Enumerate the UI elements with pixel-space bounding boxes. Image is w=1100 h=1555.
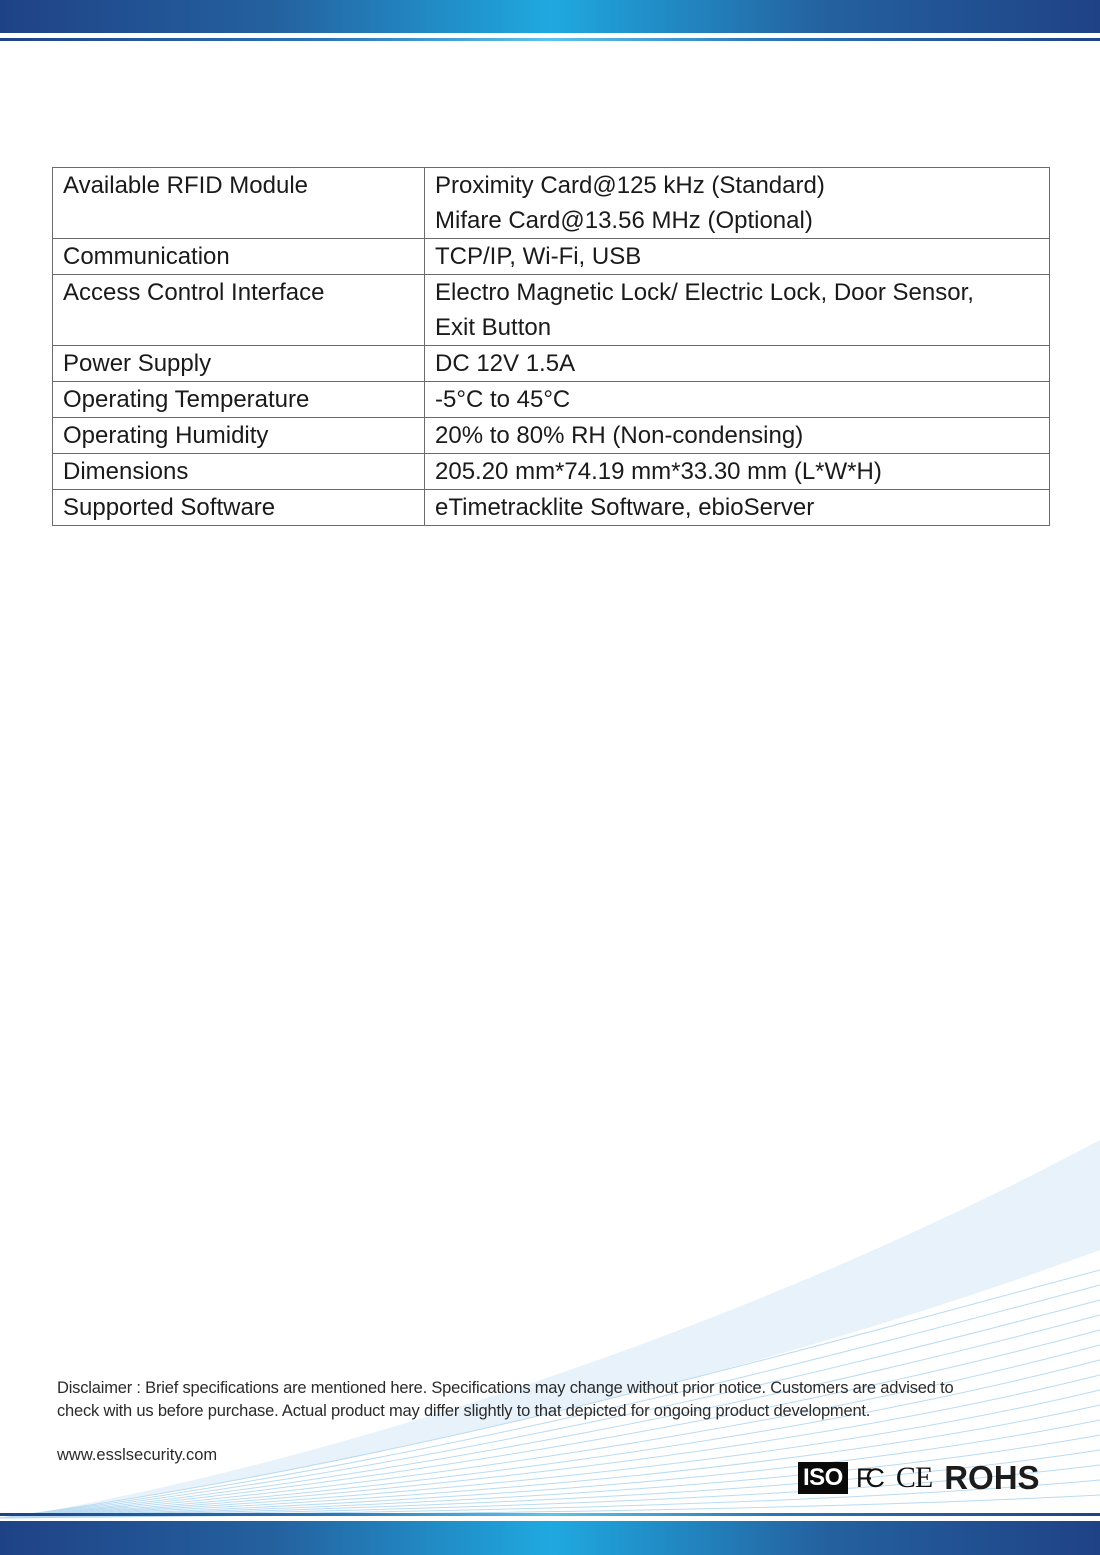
spec-value-line: Electro Magnetic Lock/ Electric Lock, Door Sensor, [435,279,974,306]
spec-value-line: 205.20 mm*74.19 mm*33.30 mm (L*W*H) [435,458,882,485]
spec-value [425,418,1050,454]
fcc-logo-icon: FC [855,1462,878,1493]
table-row [53,239,1050,275]
table-row [53,168,1050,239]
spec-value-line: Mifare Card@13.56 MHz (Optional) [435,207,813,234]
spec-label: Supported Software [53,490,425,526]
spec-value [425,346,1050,382]
spec-value [425,168,1050,239]
table-row [53,275,1050,346]
footer-gradient-band [0,1521,1100,1555]
spec-value [425,275,1050,346]
spec-value-line: DC 12V 1.5A [435,350,576,377]
spec-value-line: 20% to 80% RH (Non-condensing) [435,422,804,449]
spec-value-line: -5°C to 45°C [435,386,571,413]
table-row [53,454,1050,490]
table-row [53,490,1050,526]
table-row [53,346,1050,382]
spec-value-line: TCP/IP, Wi-Fi, USB [435,243,642,270]
ce-logo-icon: CE [895,1461,933,1494]
certification-logos [798,1460,1040,1496]
table-row [53,382,1050,418]
spec-label: Access Control Interface [53,275,425,346]
disclaimer-text [57,1377,1057,1423]
spec-value [425,490,1050,526]
spec-value [425,239,1050,275]
spec-label: Operating Humidity [53,418,425,454]
spec-value-line: eTimetracklite Software, ebioServer [435,494,815,521]
table-row [53,418,1050,454]
spec-value-line: Exit Button [435,314,552,341]
iso-logo-icon: ISO [798,1462,848,1494]
spec-value [425,454,1050,490]
disclaimer-line: check with us before purchase. Actual product may differ slightly to that depicted for ongoing product development. [57,1402,871,1420]
spec-value-line: Proximity Card@125 kHz (Standard) [435,172,825,199]
website-link[interactable]: www.esslsecurity.com [57,1446,218,1464]
disclaimer-line: Disclaimer : Brief specifications are mentioned here. Specifications may change without prior notice. Customers are advised to [57,1379,954,1397]
spec-label: Power Supply [53,346,425,382]
spec-label: Dimensions [53,454,425,490]
footer-rule [0,1513,1100,1516]
spec-value [425,382,1050,418]
spec-label: Operating Temperature [53,382,425,418]
header-rule [0,38,1100,41]
spec-label: Available RFID Module [53,168,425,239]
specifications-table [52,167,1050,526]
header-gradient-band [0,0,1100,33]
spec-label: Communication [53,239,425,275]
rohs-logo-icon: ROHS [944,1459,1040,1496]
